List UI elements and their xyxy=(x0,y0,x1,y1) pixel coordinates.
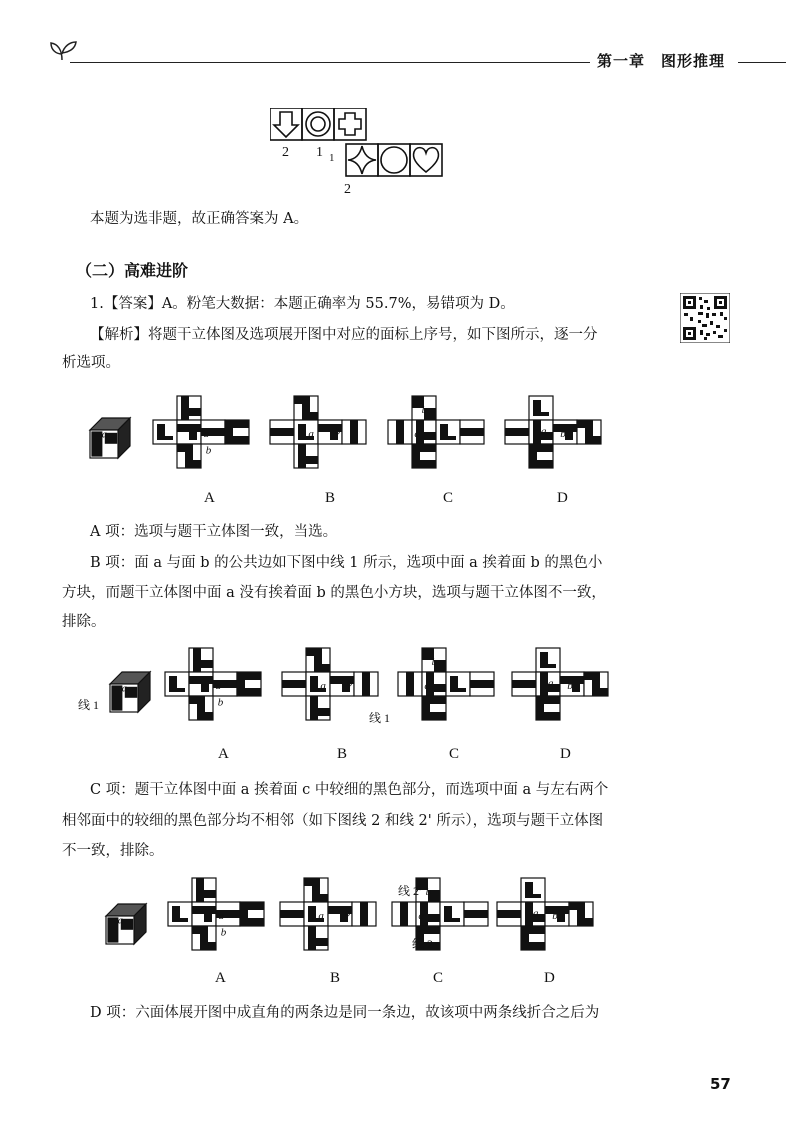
svg-text:b: b xyxy=(567,679,573,692)
svg-text:b: b xyxy=(220,926,227,939)
svg-text:c: c xyxy=(179,423,185,435)
svg-text:b: b xyxy=(205,444,212,457)
svg-text:a: a xyxy=(320,679,326,692)
svg-text:a: a xyxy=(203,427,209,440)
row3-label-a: A xyxy=(215,970,226,986)
svg-text:a: a xyxy=(218,909,224,922)
row2-label-d: D xyxy=(560,746,571,762)
row2-label-c: C xyxy=(449,746,460,762)
svg-text:b: b xyxy=(344,907,351,920)
option-b-line-1: B 项：面 a 与面 b 的公共边如下图中线 1 所示，选项中面 a 挨着面 b 的黑色小 xyxy=(90,555,603,571)
row3-label-c: C xyxy=(433,970,444,986)
svg-text:a: a xyxy=(101,428,108,441)
line1-label-cube: 线 1 xyxy=(78,698,100,712)
svg-text:a: a xyxy=(424,679,430,692)
option-a-text: A 项：选项与题干立体图一致，当选。 xyxy=(90,524,338,540)
cube-icon-row2 xyxy=(110,672,150,712)
row3-label-d: D xyxy=(544,970,555,986)
answer-line: 1.【答案】A。粉笔大数据：本题正确率为 55.7%，易错项为 D。 xyxy=(90,296,515,312)
net-row1-b xyxy=(270,396,366,468)
svg-text:b: b xyxy=(346,677,353,690)
net-row2-d xyxy=(512,648,608,720)
svg-text:a: a xyxy=(414,427,420,440)
option-c-line-3: 不一致，排除。 xyxy=(62,843,164,859)
option-b-line-3: 排除。 xyxy=(62,614,106,630)
symbol-strip-figure xyxy=(270,108,450,178)
svg-text:c: c xyxy=(191,675,197,687)
section-heading: （二）高难进阶 xyxy=(76,261,189,280)
option-c-line-1: C 项：题干立体图中面 a 挨着面 c 中较细的黑色部分，而选项中面 a 与左右两个 xyxy=(90,782,609,798)
net-row2-b xyxy=(282,648,378,720)
net-row1-c xyxy=(388,396,484,468)
row3-label-b: B xyxy=(330,970,341,986)
row2-label-b: B xyxy=(337,746,348,762)
svg-text:a: a xyxy=(541,425,547,438)
svg-text:b: b xyxy=(421,403,428,416)
line1-label-b: 线 1 xyxy=(369,711,391,725)
fig-label-1b: 1 xyxy=(329,152,335,164)
chapter-title: 第一章 图形推理 xyxy=(597,52,726,70)
fig-label-2a: 2 xyxy=(282,145,289,160)
net-row3-b xyxy=(280,878,376,950)
header-rule-left xyxy=(70,62,590,63)
conclusion-text: 本题为选非题，故正确答案为 A。 xyxy=(90,211,309,227)
option-b-line-2: 方块，而题干立体图中面 a 没有挨着面 b 的黑色小方块，选项与题干立体图不一致， xyxy=(62,585,606,601)
option-c-line-2: 相邻面中的较细的黑色部分均不相邻（如下图线 2 和线 2' 所示），选项与题干立体图 xyxy=(62,813,604,829)
svg-text:c: c xyxy=(194,905,200,917)
svg-text:a: a xyxy=(215,679,221,692)
leaf-icon xyxy=(48,36,78,62)
svg-text:b: b xyxy=(431,655,438,668)
svg-text:a: a xyxy=(533,907,539,920)
svg-text:b: b xyxy=(334,425,341,438)
net-row2-c xyxy=(398,648,494,720)
net-row3-a xyxy=(168,878,264,950)
svg-text:a: a xyxy=(117,914,124,927)
net-row1-a xyxy=(153,396,249,468)
row1-label-d: D xyxy=(557,490,568,506)
svg-text:a: a xyxy=(121,682,128,695)
fig-label-2b: 2 xyxy=(344,182,351,197)
qr-code[interactable] xyxy=(680,293,730,343)
net-row1-d xyxy=(505,396,601,468)
row2-label-a: A xyxy=(218,746,229,762)
svg-text:b: b xyxy=(560,427,566,440)
svg-text:b: b xyxy=(552,909,558,922)
svg-text:a: a xyxy=(418,909,424,922)
net-row2-a xyxy=(165,648,261,720)
fig-label-1a: 1 xyxy=(316,145,323,160)
svg-text:b: b xyxy=(425,885,432,898)
svg-text:a: a xyxy=(548,677,554,690)
header-rule-right xyxy=(738,62,786,63)
analysis-line-1: 【解析】将题干立体图及选项展开图中对应的面标上序号，如下图所示，逐一分 xyxy=(90,327,598,343)
page-number: 57 xyxy=(710,1075,731,1093)
net-row3-d xyxy=(497,878,593,950)
row1-label-a: A xyxy=(204,490,215,506)
svg-text:a: a xyxy=(318,909,324,922)
option-d-text: D 项：六面体展开图中成直角的两条边是同一条边，故该项中两条线折合之后为 xyxy=(90,1005,600,1021)
row1-label-b: B xyxy=(325,490,336,506)
row1-label-c: C xyxy=(443,490,454,506)
cube-icon-row3 xyxy=(106,904,146,944)
svg-text:b: b xyxy=(217,696,224,709)
analysis-line-2: 析选项。 xyxy=(62,355,120,371)
svg-text:a: a xyxy=(308,427,314,440)
line2p-label: 线 2' xyxy=(398,884,422,898)
cube-icon-row1 xyxy=(90,418,130,458)
line2-label: 线 2 xyxy=(412,937,434,951)
